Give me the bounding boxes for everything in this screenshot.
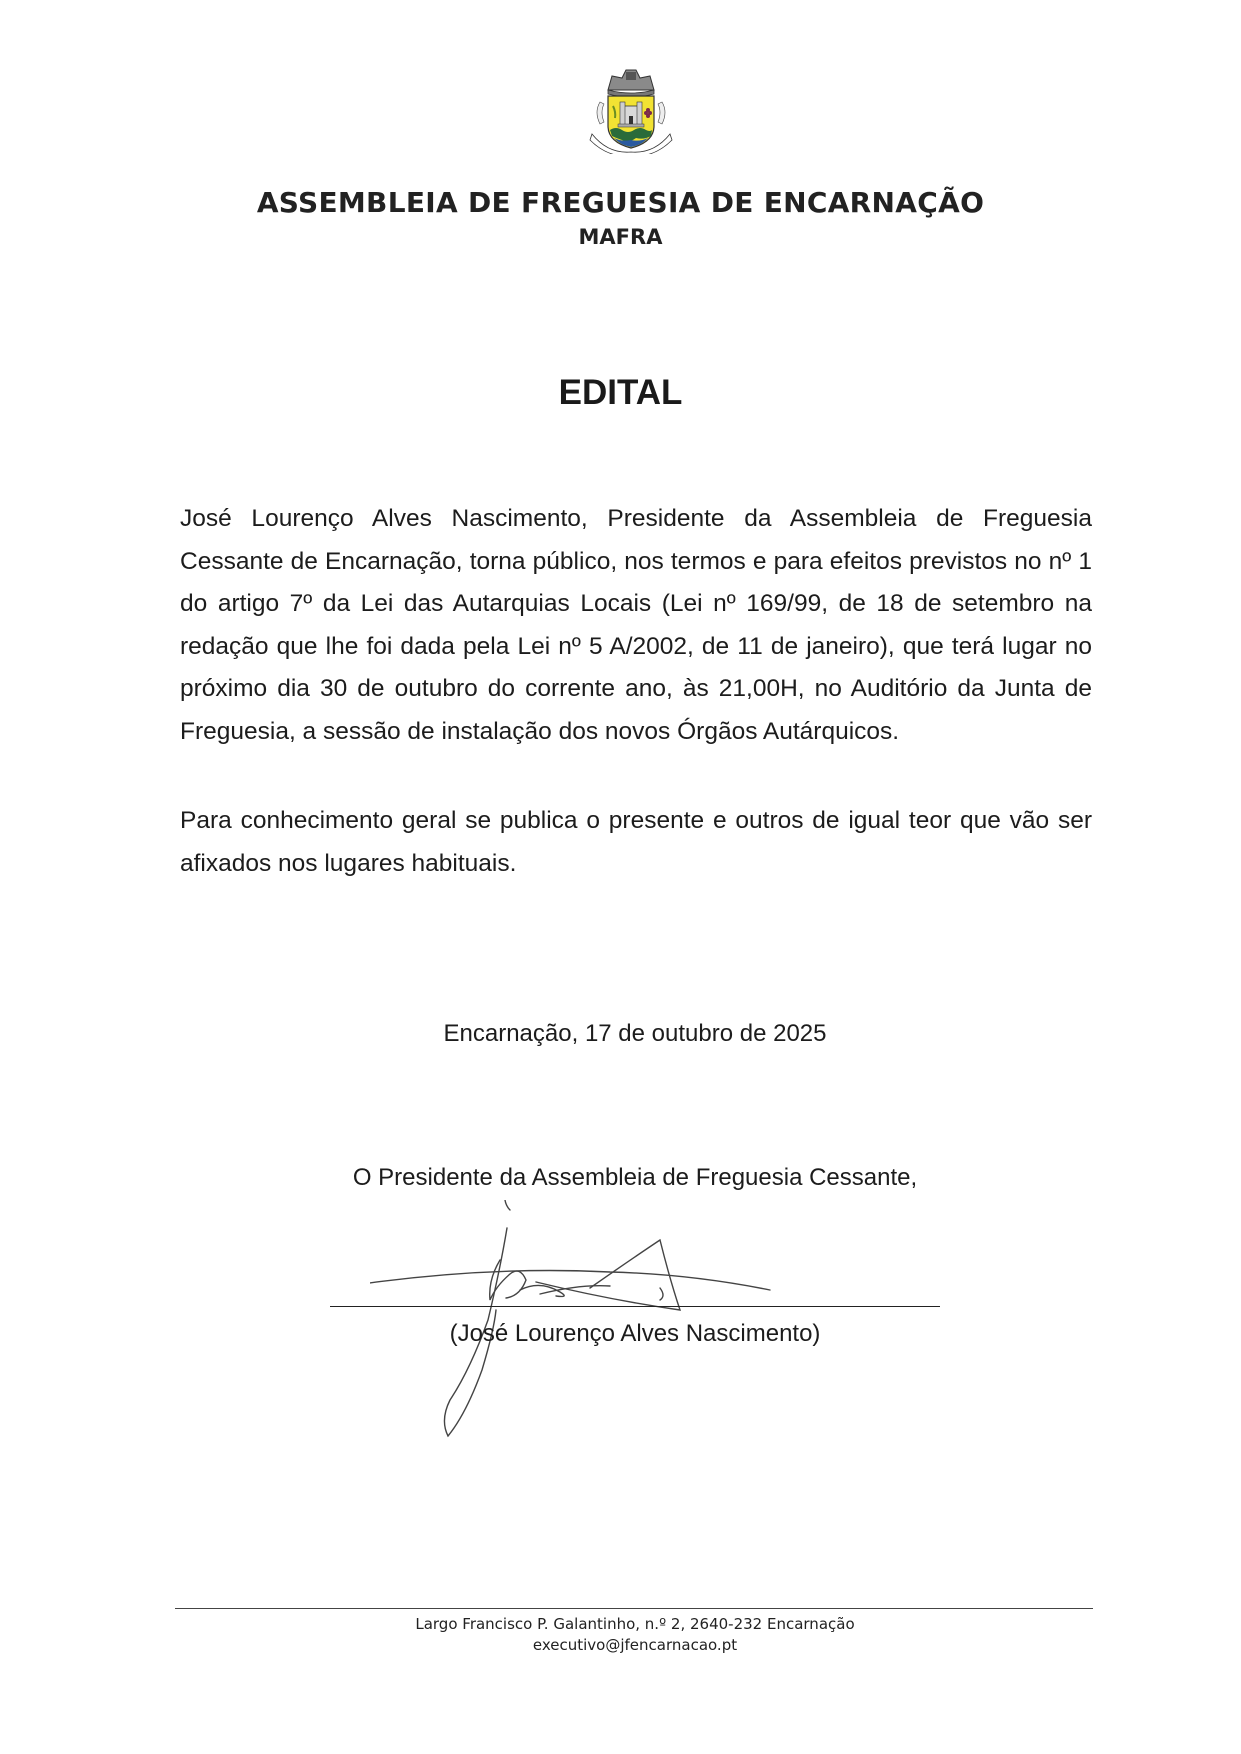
coat-of-arms-icon <box>578 68 684 154</box>
place-and-date: Encarnação, 17 de outubro de 2025 <box>443 1020 827 1047</box>
municipality-name: MAFRA <box>578 225 663 249</box>
document-title: EDITAL <box>558 373 683 412</box>
footer-address: Largo Francisco P. Galantinho, n.º 2, 2640-232 Encarnação <box>415 1615 855 1633</box>
footer-email[interactable]: executivo@jfencarnacao.pt <box>532 1636 738 1654</box>
organization-name: ASSEMBLEIA DE FREGUESIA DE ENCARNAÇÃO <box>256 186 985 219</box>
publication-paragraph: Para conhecimento geral se publica o presente e outros de igual teor que vão ser afixados nos lugares habituais. <box>180 807 1092 877</box>
signatory-name: (José Lourenço Alves Nascimento) <box>449 1320 821 1347</box>
signatory-role: O Presidente da Assembleia de Freguesia Cessante, <box>352 1164 918 1191</box>
signature-line <box>330 1306 940 1307</box>
announcement-paragraph: José Lourenço Alves Nascimento, Presidente da Assembleia de Freguesia Cessante de Encarnação, torna público, nos termos e para efeitos previstos no nº 1 do artigo 7º da Lei das Autarquias Locais (Lei nº 169/99, de 18 de setembro na redação que lhe foi dada pela Lei nº 5 A/2002, de 11 de janeiro), que terá lugar no próximo dia 30 de outubro do corrente ano, às 21,00H, no Auditório da Junta de Freguesia, a sessão de instalação dos novos Órgãos Autárquicos. <box>180 505 1092 745</box>
footer-divider <box>175 1608 1093 1609</box>
